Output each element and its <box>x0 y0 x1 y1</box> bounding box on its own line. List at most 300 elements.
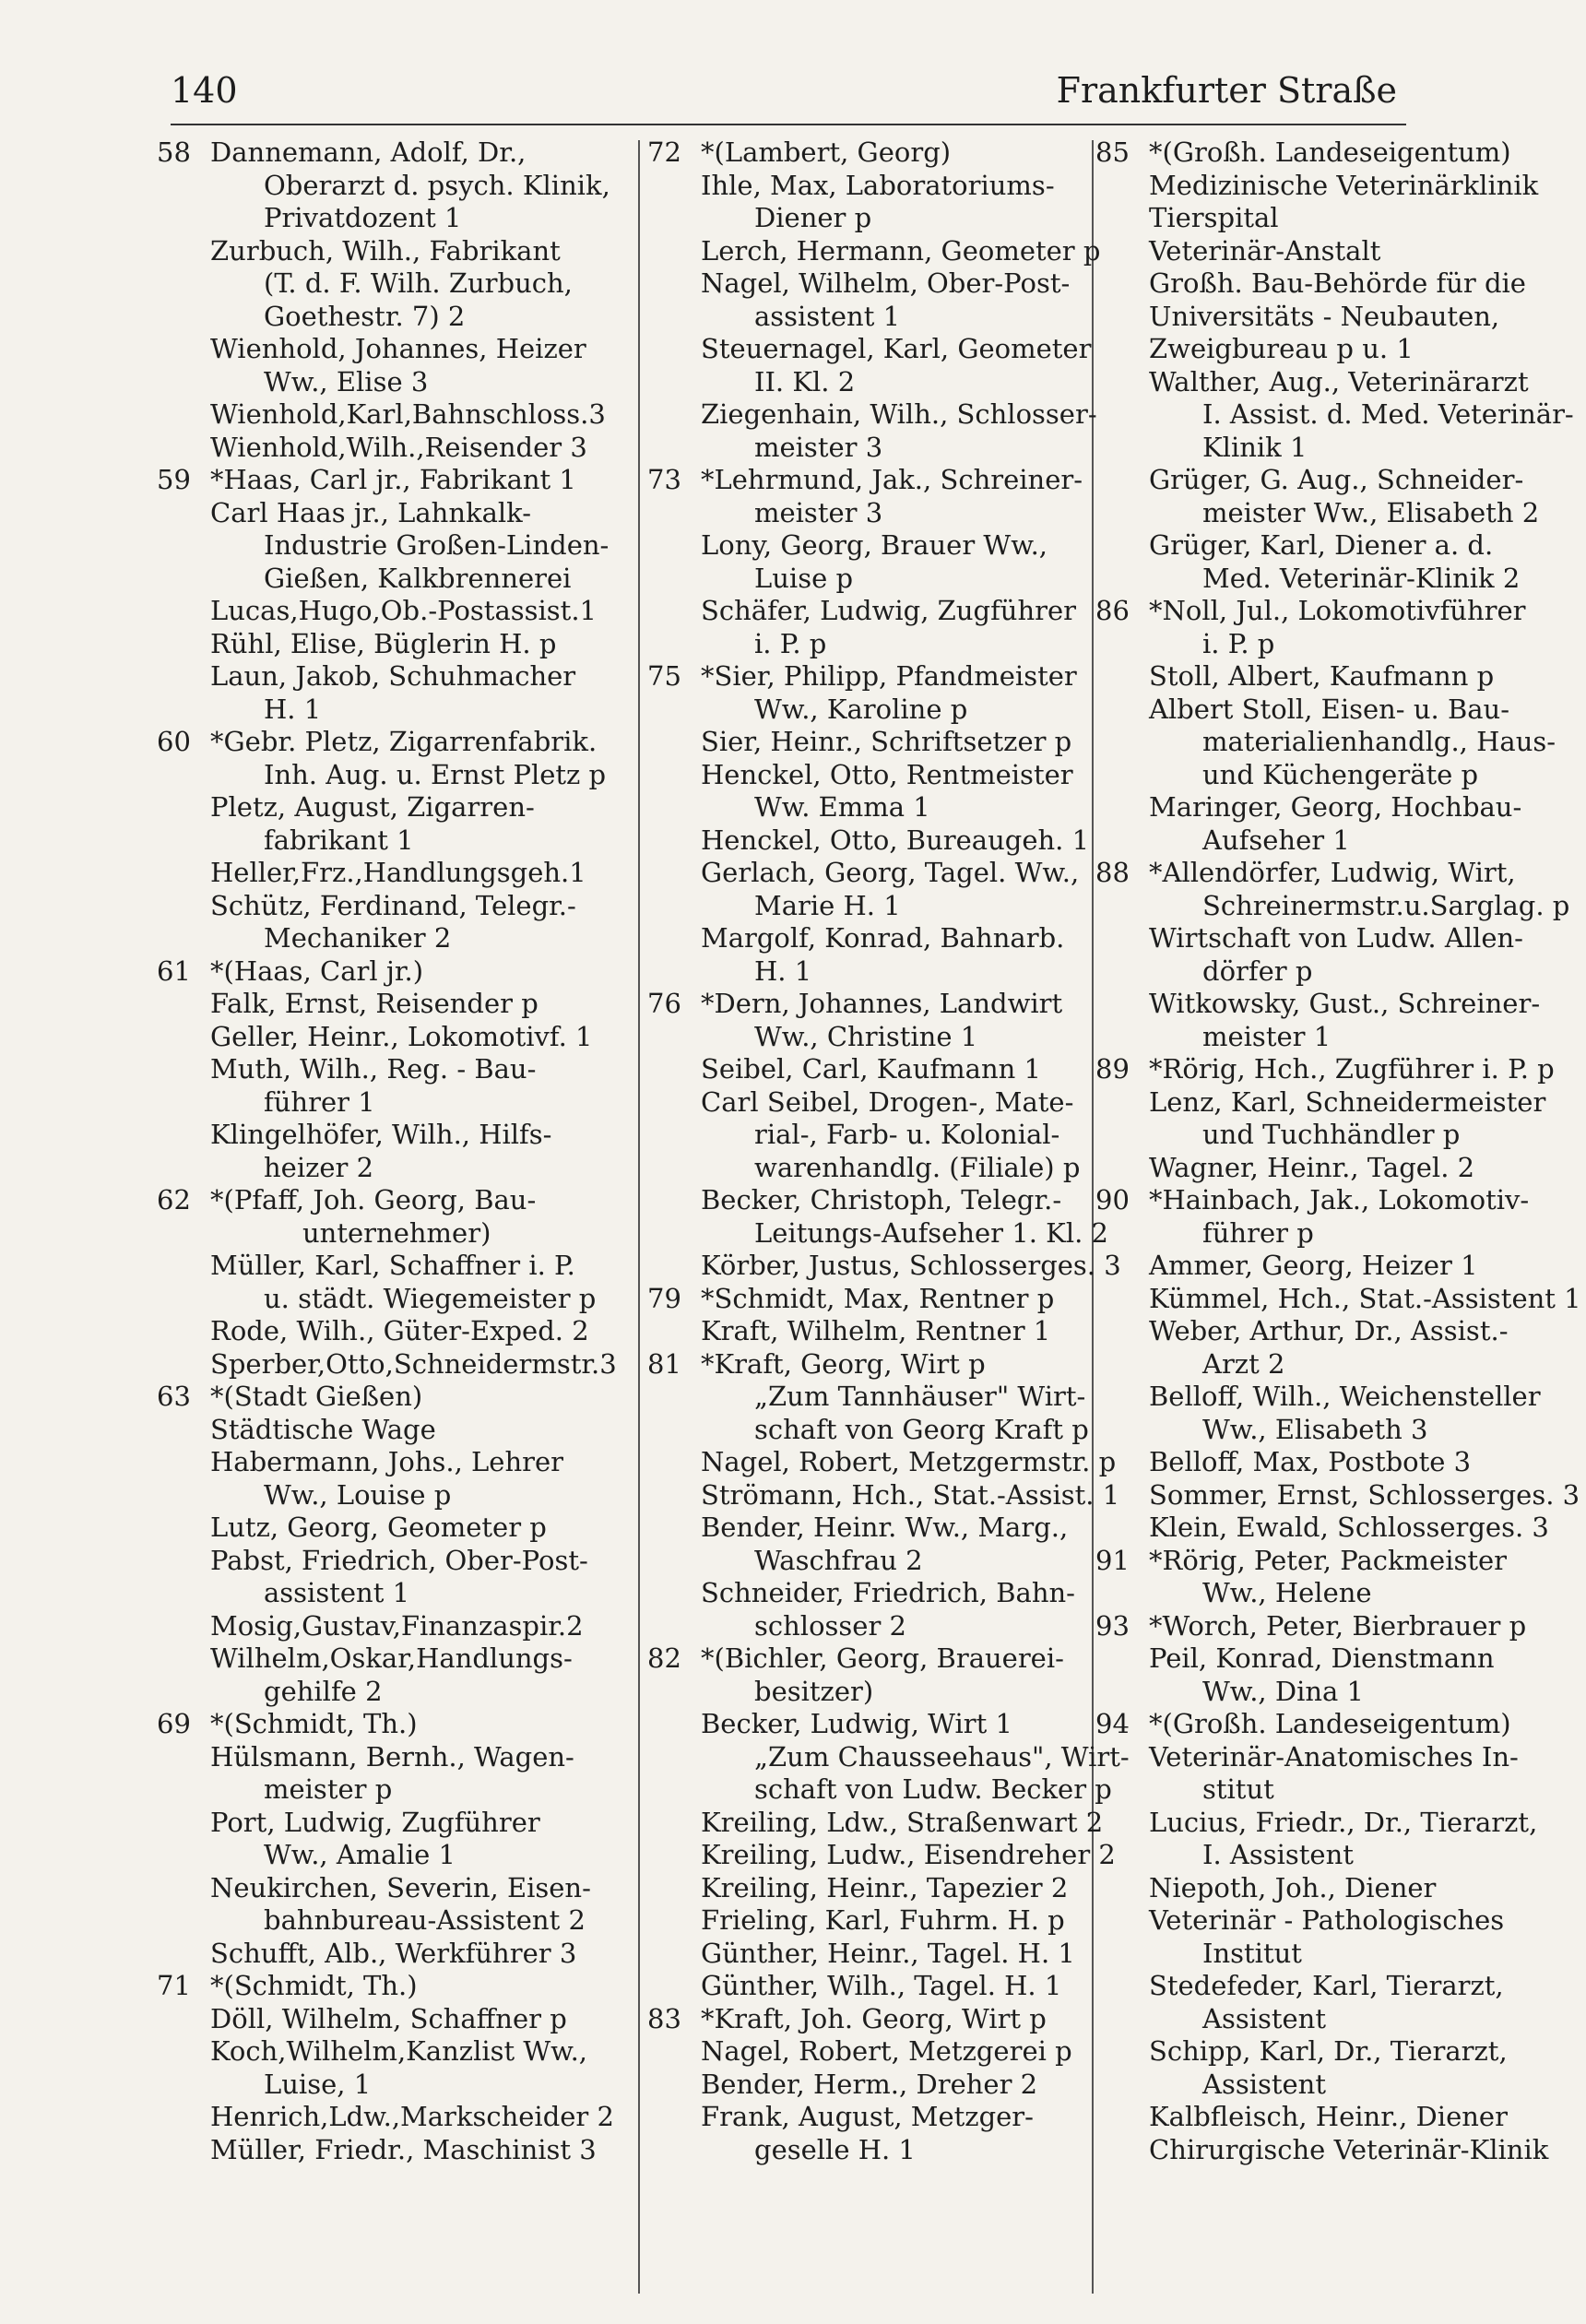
entry-text: Frieling, Karl, Fuhrm. H. p <box>701 1904 1065 1936</box>
entry-text: dörfer p <box>1202 954 1313 987</box>
directory-line <box>647 1512 1090 1545</box>
entry-text: assistent 1 <box>264 1577 410 1608</box>
entry-text: Döll, Wilhelm, Schaffner p <box>210 2002 567 2034</box>
directory-line <box>1095 791 1568 824</box>
directory-line <box>1095 988 1568 1021</box>
entry-text: Port, Ludwig, Zugführer <box>210 1806 540 1838</box>
directory-line <box>157 2069 636 2102</box>
directory-line <box>1095 202 1568 235</box>
entry-text: Inh. Aug. u. Ernst Pletz p <box>264 758 607 790</box>
directory-line <box>1095 1773 1568 1807</box>
entry-text: Assistent <box>1202 2068 1327 2100</box>
directory-line <box>647 1021 1090 1054</box>
entry-text: Heller,Frz.,Handlungsgeh.1 <box>210 857 586 888</box>
directory-line <box>157 1642 636 1676</box>
directory-line <box>647 1545 1090 1578</box>
directory-line <box>1095 432 1568 465</box>
entry-text: warenhandlg. (Filiale) p <box>754 1151 1081 1183</box>
directory-line <box>647 497 1090 530</box>
directory-line <box>1095 857 1568 890</box>
entry-text: Bender, Herm., Dreher 2 <box>701 2068 1038 2100</box>
directory-line <box>647 563 1090 596</box>
directory-line <box>647 2035 1090 2069</box>
directory-line <box>647 2134 1090 2167</box>
directory-line <box>647 1938 1090 1971</box>
entry-text: Walther, Aug., Veterinärarzt <box>1149 365 1529 397</box>
directory-line <box>647 1577 1090 1610</box>
directory-line <box>1095 1053 1568 1086</box>
entry-text: Habermann, Johs., Lehrer <box>210 1446 564 1477</box>
directory-line <box>157 1676 636 1709</box>
entry-text: *(Großh. Landeseigentum) <box>1149 1708 1511 1739</box>
directory-line <box>157 922 636 955</box>
directory-line <box>647 2101 1090 2134</box>
directory-line <box>647 1642 1090 1676</box>
entry-text: Lony, Georg, Brauer Ww., <box>701 529 1048 561</box>
entry-text: „Zum Tannhäuser" Wirt- <box>754 1381 1086 1412</box>
entry-text: Diener p <box>754 202 872 233</box>
entry-text: Nagel, Wilhelm, Ober-Post- <box>701 267 1071 299</box>
house-number: 62 <box>157 1184 191 1215</box>
directory-line <box>647 1119 1090 1152</box>
house-number: 58 <box>157 136 191 168</box>
entry-text: Hülsmann, Bernh., Wagen- <box>210 1740 574 1773</box>
entry-text: Kreiling, Heinr., Tapezier 2 <box>701 1871 1069 1903</box>
house-number: 93 <box>1095 1609 1130 1642</box>
directory-line <box>647 1904 1090 1938</box>
entry-text: Privatdozent 1 <box>264 202 462 233</box>
house-number: 61 <box>157 954 191 987</box>
entry-text: *Lehrmund, Jak., Schreiner- <box>701 464 1083 495</box>
house-number: 88 <box>1095 857 1130 888</box>
entry-text: Müller, Karl, Schaffner i. P. <box>210 1250 575 1281</box>
directory-line <box>1095 1414 1568 1447</box>
directory-line <box>157 1086 636 1120</box>
running-title: Frankfurter Straße <box>1056 70 1397 111</box>
directory-line <box>1095 136 1568 170</box>
house-number: 72 <box>647 136 681 168</box>
entry-text: Ihle, Max, Laboratoriums- <box>701 169 1055 201</box>
directory-line <box>647 922 1090 955</box>
entry-text: Universitäts - Neubauten, <box>1149 300 1500 332</box>
directory-line <box>1095 2101 1568 2134</box>
directory-line <box>157 2003 636 2036</box>
directory-line <box>647 234 1101 268</box>
directory-line <box>157 1872 636 1905</box>
entry-text: Witkowsky, Gust., Schreiner- <box>1149 988 1541 1019</box>
directory-line <box>1095 398 1574 432</box>
directory-line <box>157 301 636 334</box>
entry-text: Sommer, Ernst, Schlosserges. 3 <box>1149 1478 1580 1511</box>
house-number: 79 <box>647 1282 681 1314</box>
entry-text: Institut <box>1202 1937 1302 1969</box>
entry-text: meister Ww., Elisabeth 2 <box>1202 496 1540 528</box>
entry-text: *Dern, Johannes, Landwirt <box>701 988 1063 1019</box>
directory-line <box>647 1414 1090 1447</box>
entry-text: Medizinische Veterinärklinik <box>1149 169 1539 201</box>
directory-line <box>1095 170 1568 203</box>
entry-text: Schütz, Ferdinand, Telegr.- <box>210 889 576 921</box>
directory-line <box>1095 2134 1568 2167</box>
directory-line <box>157 2134 636 2167</box>
directory-line <box>157 726 636 759</box>
directory-line <box>157 1217 636 1251</box>
entry-text: Sperber,Otto,Schneidermstr.3 <box>210 1347 617 1380</box>
entry-text: *(Schmidt, Th.) <box>210 1970 418 2001</box>
column-rule <box>638 140 640 2294</box>
entry-text: heizer 2 <box>264 1151 374 1183</box>
entry-text: rial-, Farb- u. Kolonial- <box>754 1119 1060 1150</box>
entry-text: Lerch, Hermann, Geometer p <box>701 234 1101 267</box>
directory-line <box>647 333 1090 366</box>
entry-text: Schneider, Friedrich, Bahn- <box>701 1577 1075 1608</box>
directory-line <box>647 1708 1090 1741</box>
directory-line <box>157 2035 636 2069</box>
directory-line <box>157 1283 636 1316</box>
entry-text: *Hainbach, Jak., Lokomotiv- <box>1149 1184 1530 1215</box>
entry-text: Seibel, Carl, Kaufmann 1 <box>701 1053 1041 1085</box>
house-number: 63 <box>157 1381 191 1412</box>
directory-line <box>1095 333 1568 366</box>
entry-text: besitzer) <box>754 1675 874 1707</box>
directory-line <box>157 1708 636 1741</box>
entry-text: *Rörig, Peter, Packmeister <box>1149 1544 1508 1576</box>
directory-line <box>157 1021 636 1054</box>
directory-line <box>157 333 636 366</box>
entry-text: Kreiling, Ldw., Straßenwart 2 <box>701 1806 1104 1838</box>
entry-text: schaft von Georg Kraft p <box>754 1413 1089 1445</box>
directory-line <box>157 1250 636 1283</box>
directory-line <box>647 1839 1116 1872</box>
entry-text: Belloff, Wilh., Weichensteller <box>1149 1381 1541 1412</box>
directory-line <box>647 1283 1090 1316</box>
entry-text: i. P. p <box>754 627 827 659</box>
entry-text: Ww., Christine 1 <box>754 1020 978 1052</box>
entry-text: Wirtschaft von Ludw. Allen- <box>1149 922 1523 954</box>
entry-text: Schäfer, Ludwig, Zugführer <box>701 595 1077 626</box>
house-number: 89 <box>1095 1053 1130 1085</box>
entry-text: *Haas, Carl jr., Fabrikant 1 <box>210 464 576 495</box>
entry-text: Becker, Ludwig, Wirt 1 <box>701 1708 1012 1739</box>
directory-line <box>157 1381 636 1414</box>
directory-line <box>1095 660 1568 694</box>
entry-text: *(Haas, Carl jr.) <box>210 954 424 987</box>
directory-line <box>1095 1478 1580 1512</box>
entry-text: Peil, Konrad, Dienstmann <box>1149 1642 1495 1674</box>
directory-line <box>157 1119 636 1152</box>
entry-text: Med. Veterinär-Klinik 2 <box>1202 562 1521 594</box>
entry-text: Lucius, Friedr., Dr., Tierarzt, <box>1149 1806 1538 1838</box>
entry-text: schaft von Ludw. Becker p <box>754 1773 1112 1805</box>
entry-text: Schufft, Alb., Werkführer 3 <box>210 1937 577 1969</box>
directory-line <box>647 660 1090 694</box>
entry-text: Albert Stoll, Eisen- u. Bau- <box>1149 693 1510 725</box>
entry-text: Ziegenhain, Wilh., Schlosser- <box>701 398 1097 430</box>
entry-text: (T. d. F. Wilh. Zurbuch, <box>264 267 573 299</box>
directory-line <box>1095 1970 1568 2003</box>
entry-text: u. städt. Wiegemeister p <box>264 1282 597 1314</box>
directory-line <box>157 1479 636 1512</box>
entry-text: führer 1 <box>264 1085 375 1118</box>
directory-line <box>647 398 1097 432</box>
directory-line <box>1095 1872 1568 1905</box>
directory-line <box>647 1872 1090 1905</box>
column-right <box>1095 136 1581 2285</box>
directory-line <box>1095 1446 1568 1479</box>
directory-line <box>1095 1021 1568 1054</box>
entry-text: II. Kl. 2 <box>754 365 856 397</box>
directory-line <box>647 2003 1090 2036</box>
entry-text: Stedefeder, Karl, Tierarzt, <box>1149 1970 1504 2001</box>
entry-text: Ww., Elisabeth 3 <box>1202 1413 1428 1445</box>
entry-text: Kreiling, Ludw., Eisendreher 2 <box>701 1839 1116 1870</box>
directory-line <box>157 1807 636 1840</box>
house-number: 69 <box>157 1708 191 1739</box>
entry-text: Ww., Karoline p <box>754 693 968 725</box>
entry-text: *Kraft, Georg, Wirt p <box>701 1347 986 1380</box>
entry-text: Gießen, Kalkbrennerei <box>264 562 572 594</box>
entry-text: *(Bichler, Georg, Brauerei- <box>701 1642 1064 1674</box>
directory-line <box>647 2069 1090 2102</box>
entry-text: Ww., Amalie 1 <box>264 1839 456 1870</box>
directory-line <box>1095 694 1568 727</box>
entry-text: Marie H. 1 <box>754 889 901 921</box>
entry-text: Kraft, Wilhelm, Rentner 1 <box>701 1315 1051 1346</box>
directory-line <box>1095 1610 1568 1643</box>
entry-text: Ww., Louise p <box>264 1478 452 1511</box>
directory-line <box>1095 922 1568 955</box>
directory-line <box>1095 2069 1568 2102</box>
entry-text: Müller, Friedr., Maschinist 3 <box>210 2133 597 2165</box>
entry-text: Aufseher 1 <box>1202 824 1350 856</box>
directory-line <box>647 1676 1090 1709</box>
directory-line <box>1095 1250 1568 1283</box>
entry-text: gehilfe 2 <box>264 1675 383 1707</box>
directory-line <box>157 1184 636 1217</box>
directory-line <box>1095 301 1568 334</box>
entry-text: Assistent <box>1202 2002 1327 2034</box>
directory-line <box>157 1741 636 1774</box>
entry-text: Nagel, Robert, Metzgermstr. p <box>701 1446 1117 1477</box>
directory-line <box>1095 759 1568 792</box>
entry-text: *(Pfaff, Joh. Georg, Bau- <box>210 1184 537 1215</box>
entry-text: Kalbfleisch, Heinr., Diener <box>1149 2101 1508 2132</box>
entry-text: Bender, Heinr. Ww., Marg., <box>701 1512 1069 1543</box>
directory-line <box>157 432 636 465</box>
entry-text: i. P. p <box>1202 627 1275 659</box>
page-number: 140 <box>171 70 238 111</box>
entry-text: materialienhandlg., Haus- <box>1202 726 1556 757</box>
entry-text: Wagner, Heinr., Tagel. 2 <box>1149 1151 1475 1183</box>
entry-text: Mosig,Gustav,Finanzaspir.2 <box>210 1609 584 1642</box>
entry-text: Veterinär-Anatomisches In- <box>1149 1740 1519 1773</box>
directory-line <box>647 1184 1090 1217</box>
entry-text: *(Stadt Gießen) <box>210 1381 423 1412</box>
entry-text: Zweigbureau p u. 1 <box>1149 333 1414 364</box>
entry-text: Mechaniker 2 <box>264 922 452 954</box>
directory-line <box>647 890 1090 923</box>
directory-line <box>647 529 1090 563</box>
entry-text: und Tuchhändler p <box>1202 1119 1461 1150</box>
directory-line <box>647 1315 1090 1348</box>
directory-line <box>157 267 636 301</box>
entry-text: Dannemann, Adolf, Dr., <box>210 136 527 168</box>
house-number: 59 <box>157 464 191 495</box>
directory-line <box>647 791 1090 824</box>
directory-line <box>157 1610 636 1643</box>
entry-text: Leitungs-Aufseher 1. Kl. 2 <box>754 1216 1108 1249</box>
directory-line <box>647 955 1090 989</box>
directory-line <box>157 1970 636 2003</box>
entry-text: „Zum Chausseehaus", Wirt- <box>754 1740 1130 1773</box>
directory-line <box>157 595 636 628</box>
entry-text: Geller, Heinr., Lokomotivf. 1 <box>210 1020 593 1052</box>
house-number: 71 <box>157 1970 191 2001</box>
entry-text: Günther, Wilh., Tagel. H. 1 <box>701 1970 1062 2001</box>
house-number: 85 <box>1095 136 1130 168</box>
directory-line <box>157 1446 636 1479</box>
directory-line <box>157 202 636 235</box>
entry-text: Pabst, Friedrich, Ober-Post- <box>210 1544 588 1576</box>
entry-text: Grüger, G. Aug., Schneider- <box>1149 464 1524 495</box>
directory-line <box>647 1446 1117 1479</box>
entry-text: *Kraft, Joh. Georg, Wirt p <box>701 2002 1047 2034</box>
entry-text: *(Schmidt, Th.) <box>210 1708 418 1739</box>
directory-line <box>1095 1577 1568 1610</box>
entry-text: meister p <box>264 1773 393 1805</box>
directory-line <box>157 235 636 268</box>
directory-line <box>1095 726 1568 759</box>
entry-text: assistent 1 <box>754 300 901 332</box>
directory-line <box>647 366 1090 399</box>
entry-text: Gerlach, Georg, Tagel. Ww., <box>701 857 1080 888</box>
page-header <box>171 66 1406 125</box>
entry-text: Strömann, Hch., Stat.-Assist. 1 <box>701 1478 1120 1511</box>
entry-text: Wienhold,Wilh.,Reisender 3 <box>210 431 587 463</box>
directory-line <box>1095 563 1568 596</box>
directory-line <box>1095 1938 1568 1971</box>
directory-line <box>157 1545 636 1578</box>
directory-line <box>1095 1184 1568 1217</box>
directory-line <box>647 628 1090 661</box>
house-number: 90 <box>1095 1184 1130 1215</box>
entry-text: Belloff, Max, Postbote 3 <box>1149 1446 1472 1477</box>
entry-text: H. 1 <box>264 693 322 725</box>
directory-line <box>647 301 1090 334</box>
entry-text: Wienhold,Karl,Bahnschloss.3 <box>210 398 606 430</box>
directory-line <box>1095 1217 1568 1251</box>
directory-line <box>157 890 636 923</box>
directory-line <box>1095 2035 1568 2069</box>
entry-text: Tierspital <box>1149 202 1279 233</box>
entry-text: *(Lambert, Georg) <box>701 136 952 168</box>
entry-text: Veterinär - Pathologisches <box>1149 1904 1505 1936</box>
directory-line <box>1095 1708 1568 1741</box>
entry-text: Steuernagel, Karl, Geometer <box>701 333 1092 364</box>
entry-text: Sier, Heinr., Schriftsetzer p <box>701 726 1072 757</box>
directory-line <box>647 464 1090 497</box>
entry-text: Rode, Wilh., Güter-Exped. 2 <box>210 1315 589 1346</box>
entry-text: Henckel, Otto, Rentmeister <box>701 758 1073 790</box>
entry-text: Veterinär-Anstalt <box>1149 234 1381 267</box>
house-number: 81 <box>647 1347 681 1380</box>
directory-line <box>157 398 636 432</box>
house-number: 76 <box>647 988 681 1019</box>
directory-line <box>157 366 636 399</box>
entry-text: meister 3 <box>754 496 883 528</box>
directory-line <box>1095 1676 1568 1709</box>
entry-text: *Worch, Peter, Bierbrauer p <box>1149 1609 1527 1642</box>
house-number: 60 <box>157 726 191 757</box>
entry-text: Nagel, Robert, Metzgerei p <box>701 2035 1072 2067</box>
directory-line <box>647 1381 1090 1414</box>
directory-line <box>1095 1282 1581 1316</box>
entry-text: stitut <box>1202 1773 1274 1805</box>
directory-line <box>1095 267 1568 301</box>
directory-line <box>647 202 1090 235</box>
directory-line <box>647 726 1090 759</box>
entry-text: Neukirchen, Severin, Eisen- <box>210 1871 591 1903</box>
directory-line <box>157 988 636 1021</box>
entry-text: Lutz, Georg, Geometer p <box>210 1512 547 1543</box>
entry-text: und Küchengeräte p <box>1202 758 1479 790</box>
directory-line <box>157 660 636 694</box>
entry-text: meister 3 <box>754 431 883 463</box>
directory-line <box>1095 824 1568 858</box>
entry-text: Zurbuch, Wilh., Fabrikant <box>210 234 561 267</box>
directory-line <box>647 1086 1090 1120</box>
entry-text: unternehmer) <box>302 1216 491 1249</box>
entry-text: Großh. Bau-Behörde für die <box>1149 267 1526 299</box>
entry-text: Lucas,Hugo,Ob.-Postassist.1 <box>210 595 597 626</box>
directory-line <box>157 1315 636 1348</box>
entry-text: *Gebr. Pletz, Zigarrenfabrik. <box>210 726 598 757</box>
entry-text: Koch,Wilhelm,Kanzlist Ww., <box>210 2035 588 2067</box>
entry-text: Oberarzt d. psych. Klinik, <box>264 169 610 201</box>
entry-text: H. 1 <box>754 954 812 987</box>
directory-line <box>647 1806 1104 1840</box>
entry-text: *Sier, Philipp, Pfandmeister <box>701 660 1077 692</box>
directory-line <box>157 955 636 989</box>
directory-line <box>157 759 636 792</box>
entry-text: Städtische Wage <box>210 1413 436 1445</box>
directory-line <box>647 1348 1090 1381</box>
directory-line <box>647 595 1090 628</box>
directory-line <box>647 1216 1108 1251</box>
directory-line <box>157 497 636 530</box>
directory-line <box>647 1250 1121 1283</box>
directory-line <box>1095 1119 1568 1152</box>
directory-line <box>1095 1086 1568 1120</box>
entry-text: Muth, Wilh., Reg. - Bau- <box>210 1053 537 1085</box>
entry-text: Ww. Emma 1 <box>754 791 930 823</box>
entry-text: Becker, Christoph, Telegr.- <box>701 1184 1062 1215</box>
entry-text: Klein, Ewald, Schlosserges. 3 <box>1149 1512 1549 1543</box>
entry-text: Lenz, Karl, Schneidermeister <box>1149 1085 1546 1118</box>
directory-line <box>1095 529 1568 563</box>
directory-line <box>1095 464 1568 497</box>
directory-line <box>157 1348 636 1381</box>
directory-line <box>157 1938 636 1971</box>
entry-text: führer p <box>1202 1216 1314 1249</box>
house-number: 82 <box>647 1642 681 1674</box>
entry-text: Schipp, Karl, Dr., Tierarzt, <box>1149 2035 1508 2067</box>
directory-line <box>1095 1315 1568 1348</box>
directory-line <box>1095 1381 1568 1414</box>
house-number: 75 <box>647 660 681 692</box>
entry-text: *(Großh. Landeseigentum) <box>1149 136 1511 168</box>
directory-line <box>1095 595 1568 628</box>
